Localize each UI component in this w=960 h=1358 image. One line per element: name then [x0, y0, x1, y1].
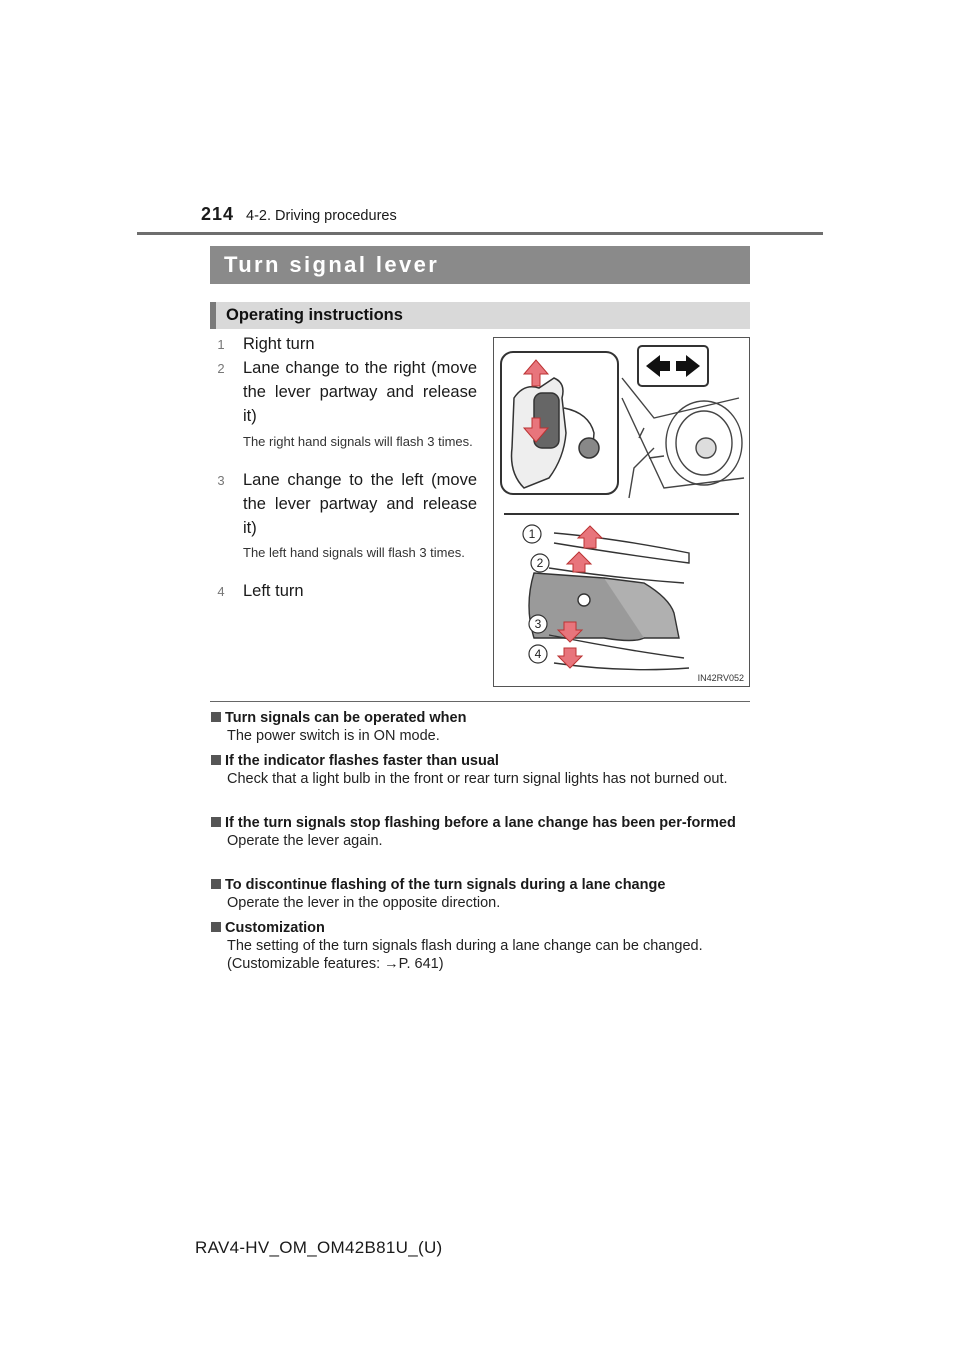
- info-body: Operate the lever in the opposite direction.: [227, 895, 501, 911]
- page-title: Turn signal lever: [224, 252, 440, 277]
- info-body: Check that a light bulb in the front or rear turn signal lights has not burned out.: [227, 771, 728, 787]
- section-label: 4-2. Driving procedures: [246, 208, 397, 224]
- step-item: [215, 468, 477, 540]
- bullet-square-icon: [211, 755, 221, 765]
- steering-wheel-icon: [622, 378, 744, 498]
- step-number: 3: [217, 473, 225, 488]
- step-note: The left hand signals will flash 3 times.: [243, 545, 465, 560]
- step-text: Lane change to the left (move the lever partway and release it): [243, 471, 477, 537]
- info-item: [211, 814, 751, 850]
- document-code: RAV4-HV_OM_OM42B81U_(U): [195, 1238, 443, 1257]
- figure-illustration: [494, 338, 749, 686]
- info-body: Operate the lever again.: [227, 833, 383, 849]
- callout-3-label: 3: [534, 617, 542, 631]
- info-heading: Customization: [225, 920, 325, 936]
- info-heading: If the indicator flashes faster than usual: [225, 753, 499, 769]
- bullet-square-icon: [211, 879, 221, 889]
- info-heading: To discontinue flashing of the turn signals during a lane change: [225, 877, 666, 893]
- step-number: 2: [217, 361, 225, 376]
- page-number: 214: [201, 204, 235, 224]
- step-text: Right turn: [243, 335, 315, 353]
- step-item: [215, 356, 477, 428]
- info-item: [211, 876, 751, 912]
- turn-signal-figure: [493, 337, 750, 687]
- subheading: Operating instructions: [226, 306, 403, 324]
- callout-arrow-1: [578, 526, 602, 548]
- step-note: The right hand signals will flash 3 times.: [243, 434, 473, 449]
- header-rule: [137, 232, 823, 235]
- info-item: [211, 919, 751, 973]
- info-heading: If the turn signals stop flashing before a lane change has been per-formed: [225, 815, 736, 831]
- callout-arrow-4: [558, 648, 582, 668]
- step-item: [215, 332, 477, 357]
- step-number: 4: [217, 584, 225, 599]
- step-text: Lane change to the right (move the lever partway and release it): [243, 359, 477, 425]
- step-text: Left turn: [243, 582, 304, 600]
- bullet-square-icon: [211, 712, 221, 722]
- info-body: The power switch is in ON mode.: [227, 728, 440, 744]
- callout-arrow-2: [567, 552, 591, 572]
- bullet-square-icon: [211, 817, 221, 827]
- subheading-banner: [210, 302, 750, 329]
- lever-icon: [529, 533, 689, 670]
- section-divider: [210, 701, 750, 702]
- bullet-square-icon: [211, 922, 221, 932]
- callout-1-label: 1: [528, 527, 536, 541]
- step-number: 1: [217, 337, 225, 352]
- figure-code: IN42RV052: [697, 673, 744, 683]
- info-heading: Turn signals can be operated when: [225, 710, 467, 726]
- step-item: [215, 579, 477, 604]
- title-banner: [210, 246, 750, 284]
- info-item: [211, 709, 751, 745]
- callout-4-label: 4: [534, 647, 542, 661]
- info-body: The setting of the turn signals flash during a lane change can be changed. (Customizable features: →P. 641): [227, 938, 703, 972]
- info-item: [211, 752, 751, 788]
- callout-2-label: 2: [536, 556, 544, 570]
